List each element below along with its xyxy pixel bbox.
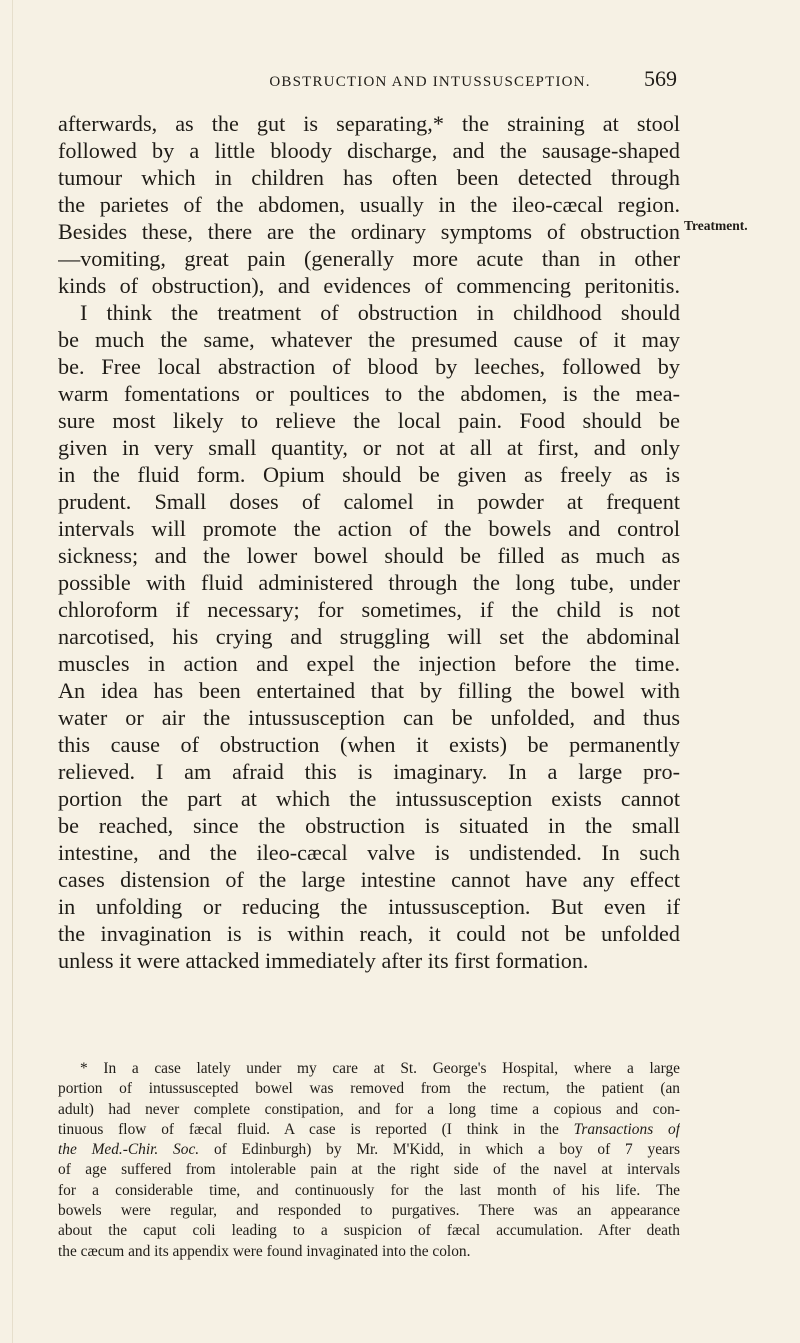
body-line: be. Free local abstraction of blood by leeches, followed by <box>58 354 680 379</box>
footnote-line <box>58 1140 680 1160</box>
running-title: OBSTRUCTION AND INTUSSUSCEPTION. <box>269 74 591 90</box>
body-text <box>58 110 680 974</box>
footnote-text: tinuous flow of fæcal fluid. A case is reported (I think in the <box>58 1120 559 1138</box>
footnote-line <box>58 1120 680 1140</box>
page-edge-shadow <box>12 0 13 1343</box>
body-line: given in very small quantity, or not at all at first, and only <box>58 435 680 460</box>
body-line: tumour which in children has often been detected through <box>58 165 680 190</box>
footnote-line: about the caput coli leading to a suspicion of fæcal accumulation. After death <box>58 1222 680 1240</box>
body-line: cases distension of the large intestine cannot have any effect <box>58 867 680 892</box>
body-line: water or air the intussusception can be unfolded, and thus <box>58 705 680 730</box>
body-line: in unfolding or reducing the intussusception. But even if <box>58 894 680 919</box>
footnote-line: * In a case lately under my care at St. George's Hospital, where a large <box>80 1060 680 1077</box>
body-line: possible with fluid administered through the long tube, under <box>58 570 680 595</box>
footnote-line: portion of intussuscepted bowel was removed from the rectum, the patient (an <box>58 1080 680 1098</box>
body-line: sure most likely to relieve the local pain. Food should be <box>58 408 680 433</box>
body-line: muscles in action and expel the injection before the time. <box>58 651 680 676</box>
body-line: portion the part at which the intussusception exists cannot <box>58 786 680 811</box>
body-line: the invagination is is within reach, it could not be unfolded <box>58 921 680 946</box>
body-line: be reached, since the obstruction is situated in the small <box>58 813 680 838</box>
footnote-line: adult) had never complete constipation, and for a long time a copious and con- <box>58 1100 680 1118</box>
footnote-italic-title: the Med.-Chir. Soc. <box>58 1141 200 1159</box>
body-line: sickness; and the lower bowel should be filled as much as <box>58 543 680 568</box>
margin-note-treatment: Treatment. <box>684 218 748 233</box>
body-line: unless it were attacked immediately after its first formation. <box>58 948 589 973</box>
footnote-line: bowels were regular, and responded to purgatives. There was an appearance <box>58 1202 680 1220</box>
body-line: warm fomentations or poultices to the abdomen, is the mea- <box>58 381 680 406</box>
footnote-italic-title: Transactions of <box>573 1120 680 1138</box>
body-line: I think the treatment of obstruction in childhood should <box>80 300 680 325</box>
body-line: intervals will promote the action of the bowels and control <box>58 516 680 541</box>
body-line: this cause of obstruction (when it exists) be permanently <box>58 732 680 757</box>
body-line: Besides these, there are the ordinary symptoms of obstruction <box>58 219 680 244</box>
footnote-text: of Edinburgh) by Mr. M'Kidd, in which a boy of 7 years <box>213 1141 680 1159</box>
body-line: —vomiting, great pain (generally more acute than in other <box>58 246 680 271</box>
body-line: prudent. Small doses of calomel in powder at frequent <box>58 489 680 514</box>
body-line: narcotised, his crying and struggling will set the abdominal <box>58 624 680 649</box>
body-line: followed by a little bloody discharge, and the sausage-shaped <box>58 138 680 163</box>
body-line: chloroform if necessary; for sometimes, if the child is not <box>58 597 680 622</box>
body-line: afterwards, as the gut is separating,* the straining at stool <box>58 111 680 136</box>
footnote-line: the cæcum and its appendix were found invaginated into the colon. <box>58 1242 471 1260</box>
body-line: intestine, and the ileo-cæcal valve is undistended. In such <box>58 840 680 865</box>
body-line: kinds of obstruction), and evidences of commencing peritonitis. <box>58 273 680 298</box>
body-line: the parietes of the abdomen, usually in the ileo-cæcal region. <box>58 192 680 217</box>
footnote <box>58 1059 680 1262</box>
footnote-line: of age suffered from intolerable pain at the right side of the navel at intervals <box>58 1161 680 1179</box>
body-line: be much the same, whatever the presumed cause of it may <box>58 327 680 352</box>
body-line: in the fluid form. Opium should be given as freely as is <box>58 462 680 487</box>
body-line: relieved. I am afraid this is imaginary. In a large pro- <box>58 759 680 784</box>
body-line: An idea has been entertained that by filling the bowel with <box>58 678 680 703</box>
page-number: 569 <box>644 66 677 91</box>
footnote-line: for a considerable time, and continuously for the last month of his life. The <box>58 1181 680 1199</box>
